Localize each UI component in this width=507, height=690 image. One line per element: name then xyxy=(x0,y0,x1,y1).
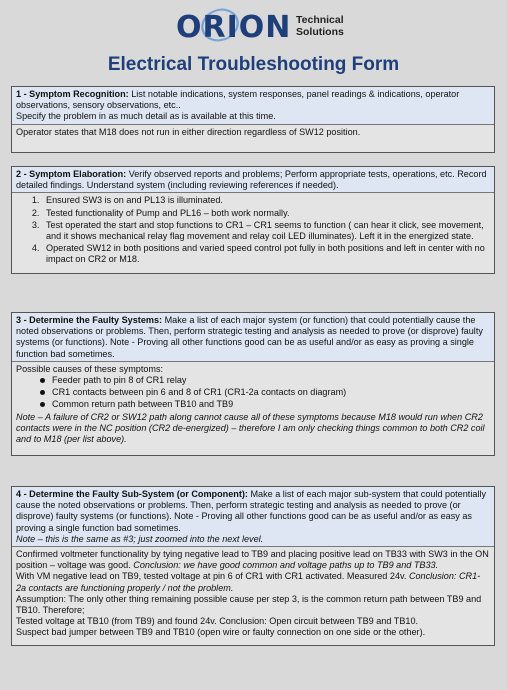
section-4-para-5: Suspect bad jumper between TB9 and TB10 (open wire or faulty connection on one side or the other). xyxy=(16,627,426,638)
section-2-list xyxy=(16,195,490,265)
section-3-intro: Possible causes of these symptoms: xyxy=(16,363,164,374)
form-title: Electrical Troubleshooting Form xyxy=(107,54,400,75)
section-3-list xyxy=(16,375,490,411)
list-item: 2. Tested functionality of Pump and PL16 – both work normally. xyxy=(42,208,490,219)
section-1-heading: 1 - Symptom Recognition: xyxy=(16,89,129,99)
orion-logo xyxy=(176,4,356,48)
section-symptom-recognition xyxy=(11,86,495,153)
section-4-p1-text: Confirmed voltmeter functionality by tying negative lead to TB9 and placing positive lead on TB33 with SW3 in the ON position – voltage was good. xyxy=(16,549,489,571)
logo-wordmark: ORION xyxy=(176,10,292,45)
section-faulty-systems xyxy=(11,312,495,456)
section-4-p1-conclusion: Conclusion: we have good common and voltage paths up to TB9 and TB33. xyxy=(133,560,439,571)
section-4-p2-conclusion: Conclusion: CR1-2a contacts are functioning properly / not the problem. xyxy=(16,571,481,593)
section-4-heading: 4 - Determine the Faulty Sub-System (or Component): xyxy=(16,489,248,499)
section-1-answer[interactable] xyxy=(12,124,494,152)
section-4-para-4: Tested voltage at TB10 (from TB9) and found 24v. Conclusion: Open circuit between TB9 and TB10. xyxy=(16,616,419,627)
section-4-header xyxy=(12,487,494,546)
section-4-para-2 xyxy=(16,571,490,593)
section-1-header xyxy=(12,87,494,124)
section-symptom-elaboration xyxy=(11,166,495,274)
list-item: CR1 contacts between pin 6 and 8 of CR1 (CR1-2a contacts on diagram) xyxy=(40,387,490,398)
list-item: Feeder path to pin 8 of CR1 relay xyxy=(40,375,490,386)
section-3-heading: 3 - Determine the Faulty Systems: xyxy=(16,315,163,325)
section-3-answer[interactable] xyxy=(12,361,494,455)
section-faulty-subsystem xyxy=(11,486,495,646)
list-item: 4. Operated SW12 in both positions and varied speed control pot fully in both positions and left in center with no impact on CR2 or M18. xyxy=(42,243,490,265)
section-4-desc: Make a list of each major sub-system that could potentially cause the noted observations or problems. Then, perform strategic testing and analysis as needed to prove (or disprove) faulty systems (or functions). Note - Proving all other functions good can be as useful and/or as easy as proving a single function bad sometimes. xyxy=(16,489,486,533)
section-4-para-1 xyxy=(16,549,490,571)
logo-subtitle xyxy=(296,14,344,38)
logo-sub-line-1: Technical xyxy=(296,14,344,26)
list-item: Common return path between TB10 and TB9 xyxy=(40,399,490,410)
logo-sub-line-2: Solutions xyxy=(296,26,344,38)
section-2-answer[interactable] xyxy=(12,192,494,272)
section-4-para-3: Assumption: The only other thing remaining possible cause per step 3, is the common return path between TB9 and TB10. Therefore; xyxy=(16,593,482,616)
section-3-note: Note – A failure of CR2 or SW12 path along cannot cause all of these symptoms because M18 would run when CR2 contacts were in the NC position (CR2 de-energized) – therefore I am only checking things common to both CR2 coil and to M18 (per list above). xyxy=(16,411,485,445)
section-2-header xyxy=(12,167,494,192)
section-4-note: Note – this is the same as #3; just zoomed into the next level. xyxy=(16,533,264,544)
section-1-desc-2: Specify the problem in as much detail as is available at this time. xyxy=(16,111,276,122)
section-3-desc: Make a list of each major system (or function) that could potentially cause the noted observations or problems. Then, perform strategic testing and analysis as needed to prove (or disprove) faulty systems (or functions). Note - Proving all other functions good can be as useful and/or as easy as proving a single function bad sometimes. xyxy=(16,315,483,359)
list-item: 1. Ensured SW3 is on and PL13 is illuminated. xyxy=(42,195,490,206)
section-2-desc: Verify observed reports and problems; Perform appropriate tests, operations, etc. Record detailed findings. Understand system (including reviewing references if needed). xyxy=(16,169,487,191)
section-1-answer-text: Operator states that M18 does not run in either direction regardless of SW12 position. xyxy=(16,126,361,137)
section-4-p2-text: With VM negative lead on TB9, tested voltage at pin 6 of CR1 with CR1 activated. Measured 24v. xyxy=(16,571,407,582)
section-2-heading: 2 - Symptom Elaboration: xyxy=(16,169,127,179)
section-4-answer[interactable] xyxy=(12,546,494,645)
section-1-desc: List notable indications, system responses, panel readings & indications, operator observations, sensory observations, etc.. xyxy=(16,89,460,111)
list-item: 3. Test operated the start and stop functions to CR1 – CR1 seems to function ( can hear it click, see movement, and it shows mechanical relay flag movement and relay coil LED illuminates). Left it in the energized state. xyxy=(42,220,490,242)
section-3-header xyxy=(12,313,494,361)
